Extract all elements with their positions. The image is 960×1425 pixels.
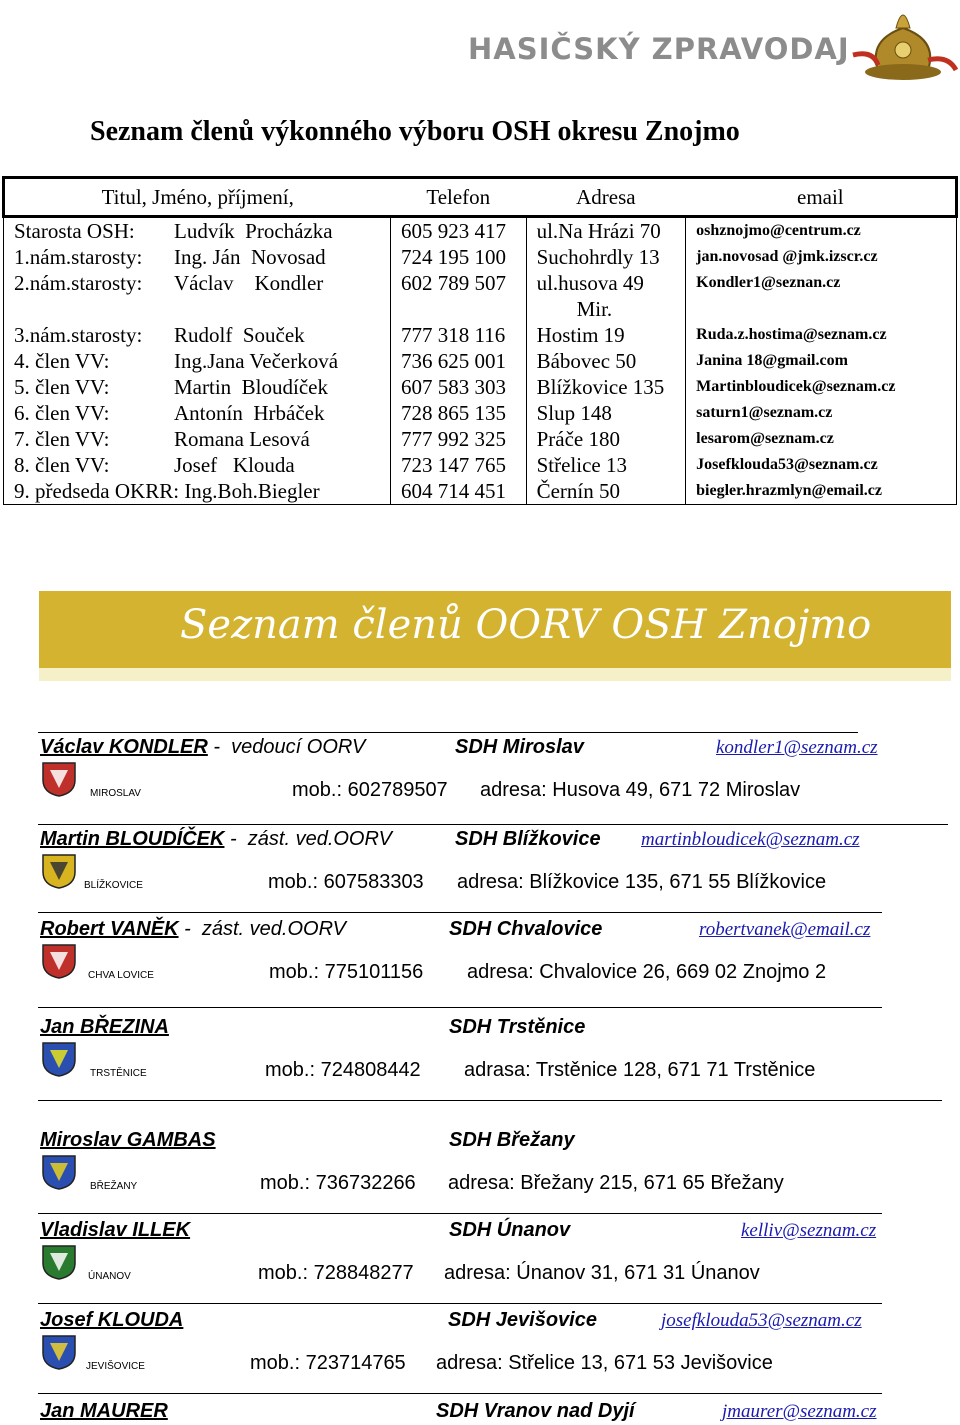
separator-line	[38, 824, 948, 825]
member-cell	[4, 244, 391, 270]
member-title: 2.nám.starosty:	[14, 271, 143, 295]
member-title: 3.nám.starosty:	[14, 323, 143, 347]
member-name: Václav Kondler	[174, 271, 324, 295]
member-name: Ing. Ján Novosad	[174, 245, 326, 269]
member-cell	[4, 400, 391, 426]
member-address: Suchohrdly 13	[526, 244, 686, 270]
member-name: Romana Lesová	[174, 427, 310, 451]
postal-address: adresa: Břežany 215, 671 65 Břežany	[448, 1172, 784, 1194]
member-address-line2: Mir.	[576, 297, 613, 321]
member-phone: 777 318 116	[390, 322, 526, 348]
oorv-member-name	[40, 1129, 216, 1152]
magazine-title: HASIČSKÝ ZPRAVODAJ	[468, 32, 850, 66]
member-email: Janina 18@gmail.com	[686, 348, 957, 374]
member-phone: 604 714 451	[390, 478, 526, 505]
oorv-member-name	[40, 1016, 169, 1039]
oorv-banner-title: Seznam členů OORV OSH Znojmo	[180, 602, 872, 648]
mobile-number: mob.: 775101156	[269, 961, 424, 983]
table-row	[4, 452, 957, 478]
email-link[interactable]: martinbloudicek@seznam.cz	[641, 829, 860, 850]
village-crest-icon	[40, 852, 78, 890]
sdh-name: SDH Únanov	[449, 1219, 571, 1241]
village-crest-icon	[40, 1243, 78, 1281]
member-address: Černín 50	[526, 478, 686, 505]
village-crest-icon	[40, 1333, 78, 1371]
column-header: email	[686, 178, 957, 217]
sdh-name: SDH Trstěnice	[449, 1016, 586, 1038]
member-cell	[4, 452, 391, 478]
mobile-number: mob.: 723714765	[250, 1352, 406, 1374]
oorv-member-name	[40, 736, 365, 759]
member-name-text: Vladislav ILLEK	[40, 1219, 191, 1241]
member-email: Martinbloudicek@seznam.cz	[686, 374, 957, 400]
oorv-member-name	[40, 918, 346, 941]
firefighter-helmet-emblem-icon	[848, 0, 958, 100]
member-cell	[4, 348, 391, 374]
village-crest-icon	[40, 942, 78, 980]
table-row	[4, 426, 957, 452]
mobile-number: mob.: 728848277	[258, 1262, 414, 1284]
member-title: 1.nám.starosty:	[14, 245, 143, 269]
email-link[interactable]: josefklouda53@seznam.cz	[661, 1310, 862, 1331]
sdh-name: SDH Břežany	[449, 1129, 575, 1151]
member-cell	[4, 217, 391, 245]
table-row	[4, 270, 957, 322]
village-crest-icon	[40, 1153, 78, 1191]
member-name-text: Josef KLOUDA	[40, 1309, 184, 1331]
village-label: ÚNANOV	[88, 1271, 131, 1282]
email-link[interactable]: jmaurer@seznam.cz	[722, 1401, 877, 1422]
village-crest-icon	[40, 1040, 78, 1078]
separator-line	[38, 732, 858, 733]
mobile-number: mob.: 602789507	[292, 779, 448, 801]
sdh-name: SDH Jevišovice	[448, 1309, 597, 1331]
village-label: JEVIŠOVICE	[86, 1361, 145, 1372]
postal-address: adresa: Husova 49, 671 72 Miroslav	[480, 779, 801, 801]
postal-address: adresa: Chvalovice 26, 669 02 Znojmo 2	[467, 961, 827, 983]
member-email: Kondler1@seznan.cz	[686, 270, 957, 322]
member-name: Josef Klouda	[174, 453, 295, 477]
column-header: Adresa	[526, 178, 686, 217]
member-title: 8. člen VV:	[14, 453, 110, 477]
member-name-text: Václav KONDLER	[40, 736, 208, 758]
table-header-row	[4, 178, 957, 217]
oorv-member-name	[40, 1400, 168, 1423]
email-link[interactable]: kelliv@seznam.cz	[741, 1220, 877, 1241]
member-name: Ludvík Procházka	[174, 219, 333, 243]
oorv-member-name	[40, 1309, 183, 1332]
village-label: MIROSLAV	[90, 788, 141, 799]
oorv-member-name	[40, 828, 392, 851]
postal-address: adresa: Střelice 13, 671 53 Jevišovice	[436, 1352, 773, 1374]
column-header: Telefon	[390, 178, 526, 217]
member-phone: 728 865 135	[390, 400, 526, 426]
member-address: Slup 148	[526, 400, 686, 426]
member-role: - vedoucí OORV	[207, 736, 366, 758]
member-name-text: Jan BŘEZINA	[40, 1016, 169, 1038]
member-name: Martin Bloudíček	[174, 375, 328, 399]
member-name: Rudolf Souček	[174, 323, 305, 347]
table-row	[4, 400, 957, 426]
member-name-text: Jan MAURER	[40, 1400, 168, 1422]
member-cell	[4, 374, 391, 400]
member-address: ul.Na Hrázi 70	[526, 217, 686, 245]
member-cell	[4, 270, 391, 322]
member-phone: 723 147 765	[390, 452, 526, 478]
oorv-member-name	[40, 1219, 190, 1242]
member-email: Ruda.z.hostima@seznam.cz	[686, 322, 957, 348]
village-label: BŘEŽANY	[90, 1181, 138, 1192]
postal-address: adresa: Blížkovice 135, 671 55 Blížkovice	[457, 871, 827, 893]
member-title: 6. člen VV:	[14, 401, 110, 425]
member-phone: 736 625 001	[390, 348, 526, 374]
committee-table	[2, 176, 958, 505]
member-role: - zást. ved.OORV	[178, 918, 346, 940]
village-label: CHVA LOVICE	[88, 970, 154, 981]
member-phone: 602 789 507	[390, 270, 526, 322]
member-title: 7. člen VV:	[14, 427, 110, 451]
member-address: Práče 180	[526, 426, 686, 452]
member-name: Ing.Jana Večerková	[174, 349, 339, 373]
table-row	[4, 322, 957, 348]
member-email: lesarom@seznam.cz	[686, 426, 957, 452]
table-row	[4, 478, 957, 505]
table-row	[4, 244, 957, 270]
village-label: BLÍŽKOVICE	[84, 880, 143, 891]
member-email: saturn1@seznam.cz	[686, 400, 957, 426]
email-link[interactable]: kondler1@seznam.cz	[716, 737, 878, 758]
sdh-name: SDH Blížkovice	[455, 828, 601, 850]
member-phone: 724 195 100	[390, 244, 526, 270]
separator-line	[38, 1007, 882, 1008]
postal-address: adresa: Únanov 31, 671 31 Únanov	[444, 1262, 760, 1284]
sdh-name: SDH Chvalovice	[449, 918, 603, 940]
member-cell	[4, 426, 391, 452]
member-email: biegler.hrazmlyn@email.cz	[686, 478, 957, 505]
member-email: jan.novosad @jmk.izscr.cz	[686, 244, 957, 270]
member-cell	[4, 478, 391, 505]
member-address: Blížkovice 135	[526, 374, 686, 400]
postal-address: adrasa: Trstěnice 128, 671 71 Trstěnice	[464, 1059, 816, 1081]
email-link[interactable]: robertvanek@email.cz	[699, 919, 871, 940]
member-address: Hostim 19	[526, 322, 686, 348]
mobile-number: mob.: 607583303	[268, 871, 424, 893]
separator-line	[38, 1100, 942, 1101]
member-name: Antonín Hrbáček	[174, 401, 325, 425]
member-address: Střelice 13	[526, 452, 686, 478]
table-row	[4, 374, 957, 400]
member-email: oshznojmo@centrum.cz	[686, 217, 957, 245]
member-address: Bábovec 50	[526, 348, 686, 374]
member-phone: 777 992 325	[390, 426, 526, 452]
member-name-text: Miroslav GAMBAS	[40, 1129, 216, 1151]
mobile-number: mob.: 724808442	[265, 1059, 421, 1081]
table-row	[4, 217, 957, 245]
member-name-text: Robert VANĚK	[40, 918, 179, 940]
member-email: Josefklouda53@seznam.cz	[686, 452, 957, 478]
member-name: Ing.Boh.Biegler	[179, 479, 320, 503]
separator-line	[38, 1393, 882, 1394]
member-role: - zást. ved.OORV	[224, 828, 392, 850]
sdh-name: SDH Vranov nad Dyjí	[436, 1400, 635, 1422]
member-title: 4. člen VV:	[14, 349, 110, 373]
mobile-number: mob.: 736732266	[260, 1172, 416, 1194]
column-header: Titul, Jméno, příjmení,	[4, 178, 391, 217]
separator-line	[38, 912, 882, 913]
member-title: 9. předseda OKRR:	[14, 479, 180, 503]
village-label: TRSTĚNICE	[90, 1068, 147, 1079]
oorv-banner-shadow	[39, 668, 951, 681]
member-name-text: Martin BLOUDÍČEK	[40, 828, 225, 850]
member-phone: 605 923 417	[390, 217, 526, 245]
table-row	[4, 348, 957, 374]
member-title: Starosta OSH:	[14, 219, 135, 243]
member-title: 5. člen VV:	[14, 375, 110, 399]
member-address: ul.husova 49 Mir.	[526, 270, 686, 322]
member-phone: 607 583 303	[390, 374, 526, 400]
sdh-name: SDH Miroslav	[455, 736, 584, 758]
village-crest-icon	[40, 760, 78, 798]
separator-line	[38, 1303, 882, 1304]
member-cell	[4, 322, 391, 348]
separator-line	[38, 1213, 882, 1214]
page-title: Seznam členů výkonného výboru OSH okresu Znojmo	[90, 116, 740, 147]
